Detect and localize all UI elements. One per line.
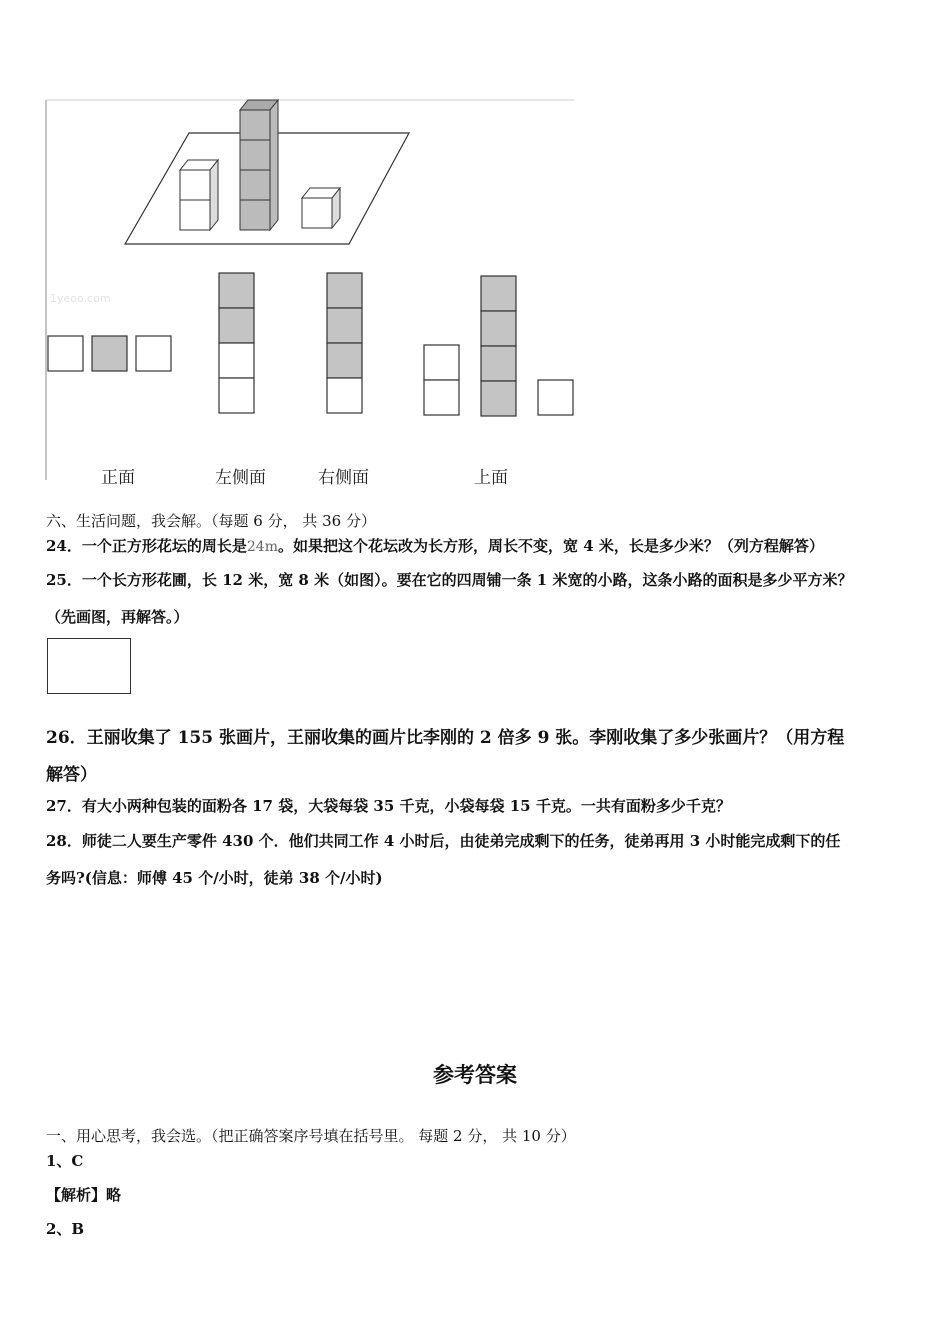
view-right-side	[327, 273, 362, 413]
view-front	[48, 336, 171, 371]
answers-title: 参考答案	[433, 1063, 517, 1087]
question-28-line1: 28．师徒二人要生产零件 430 个．他们共同工作 4 小时后，由徒弟完成剩下的任务，徒弟再用 3 小时能完成剩下的任	[46, 832, 841, 850]
cube-figure-svg	[44, 98, 576, 483]
question-26-line1: 26．王丽收集了 155 张画片，王丽收集的画片比李刚的 2 倍多 9 张。李刚收集了多少张画片？（用方程	[46, 728, 845, 748]
question-25-line2: （先画图，再解答。）	[46, 608, 189, 626]
q24-before: 24．一个正方形花坛的周长是	[46, 537, 247, 555]
question-27: 27．有大小两种包装的面粉各 17 袋，大袋每袋 35 千克，小袋每袋 15 千克。一共有面粉多少千克？	[46, 797, 731, 815]
label-front: 正面	[101, 468, 135, 488]
label-left-side: 左侧面	[215, 468, 266, 488]
label-top: 上面	[474, 468, 508, 488]
answer-2: 2、B	[46, 1220, 85, 1238]
answers-section1-title: 一、用心思考，我会选。（把正确答案序号填在括号里。 每题 2 分， 共 10 分）	[46, 1127, 576, 1145]
label-right-side: 右侧面	[318, 468, 369, 488]
stack-two-cubes	[180, 160, 218, 230]
view-top	[424, 276, 573, 416]
question-25-line1: 25．一个长方形花圃，长 12 米，宽 8 米（如图）。要在它的四周铺一条 1 米宽的小路，这条小路的面积是多少平方米？	[46, 571, 853, 589]
single-cube	[302, 188, 340, 228]
q24-value: 24m	[246, 539, 278, 555]
watermark: 1yeoo.com	[50, 292, 111, 305]
question-26-line2: 解答）	[46, 765, 97, 785]
question-24	[46, 535, 824, 556]
question-28-line2: 务吗?(信息：师傅 45 个/小时，徒弟 38 个/小时)	[46, 869, 383, 887]
answer-1: 1、C	[46, 1152, 84, 1170]
section6-title: 六、生活问题，我会解。（每题 6 分， 共 36 分）	[46, 512, 376, 530]
answer-1-analysis: 【解析】略	[46, 1186, 122, 1204]
q25-rectangle	[47, 638, 131, 694]
q24-after: 。如果把这个花坛改为长方形，周长不变，宽 4 米，长是多少米？（列方程解答）	[277, 537, 824, 555]
stack-four-cubes	[240, 100, 278, 230]
view-left-side	[219, 273, 254, 413]
cube-views-figure	[44, 98, 576, 483]
